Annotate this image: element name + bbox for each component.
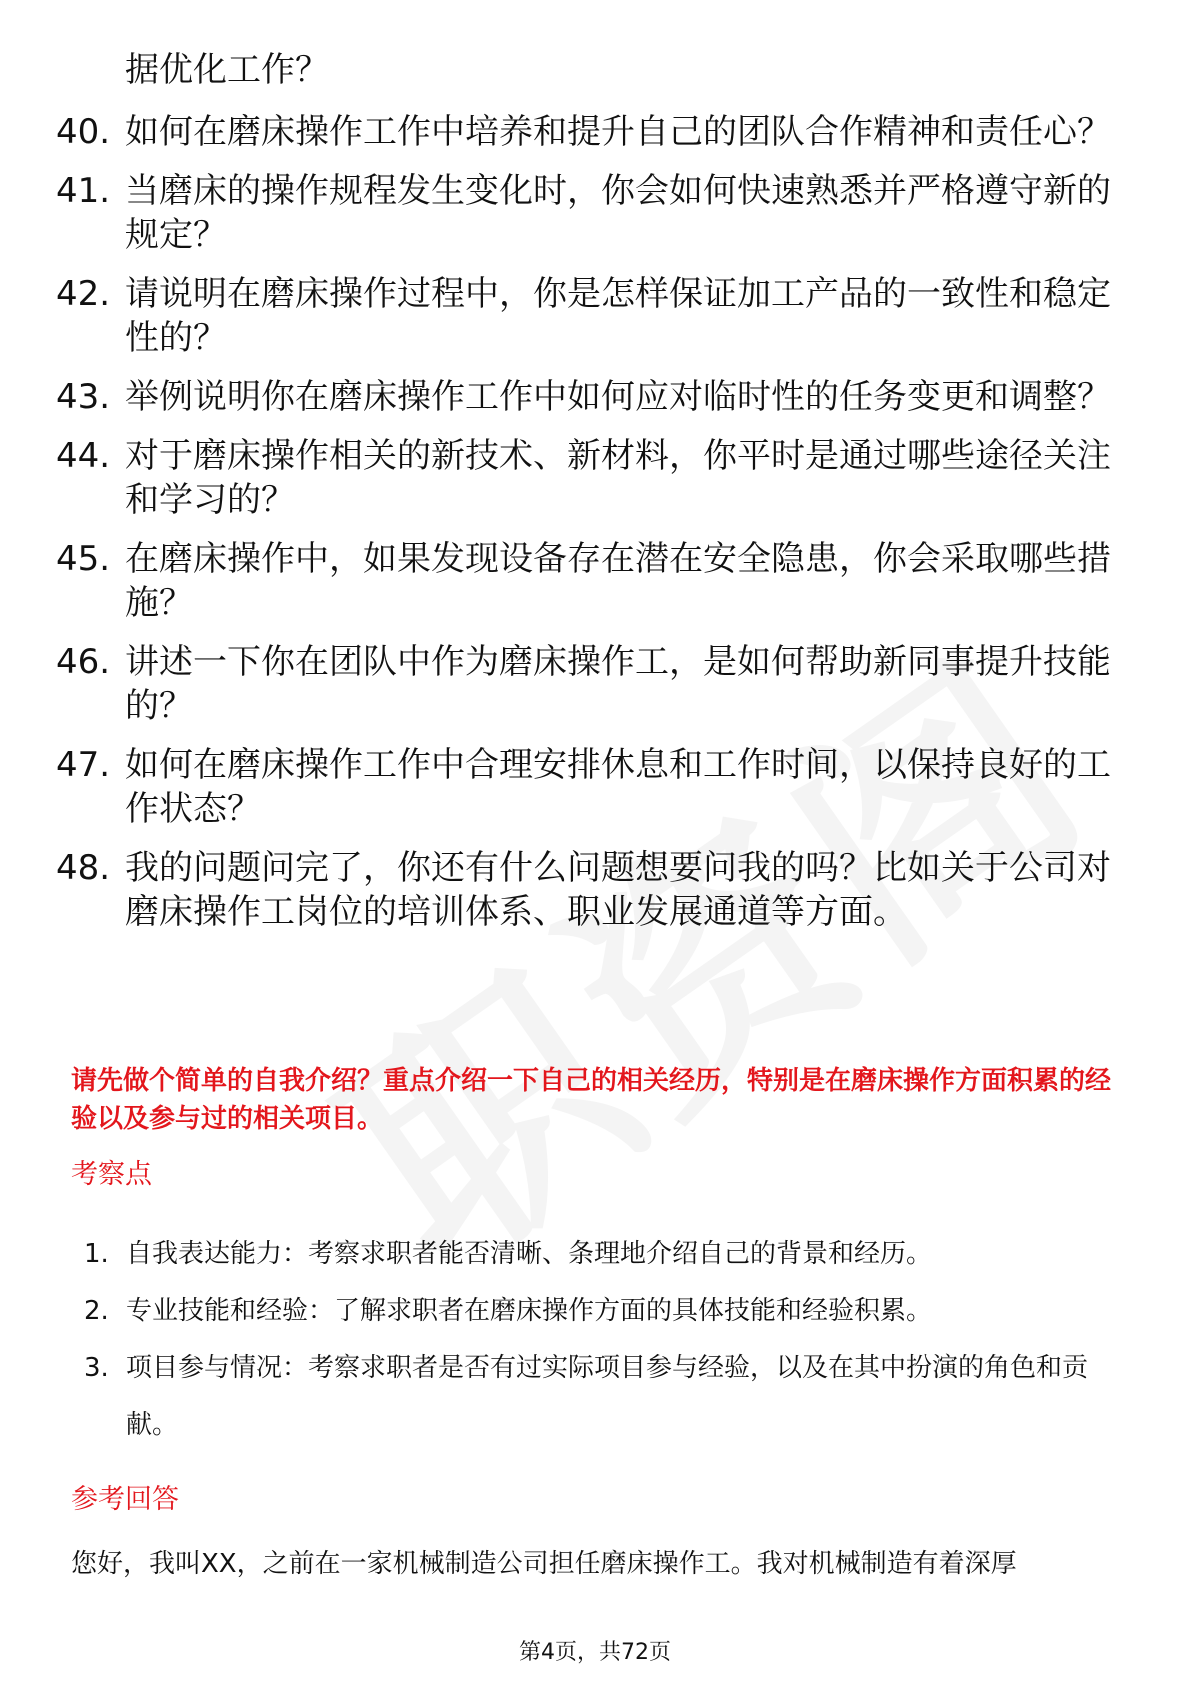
question-item [56, 169, 1116, 257]
question-item [56, 375, 1116, 419]
question-number: 44. [56, 436, 111, 476]
reference-answer-text: 您好，我叫XX，之前在一家机械制造公司担任磨床操作工。我对机械制造有着深厚 [71, 1549, 1017, 1579]
question-text: 讲述一下你在团队中作为磨床操作工，是如何帮助新同事提升技能的？ [125, 642, 1111, 726]
question-text: 如何在磨床操作工作中培养和提升自己的团队合作精神和责任心？ [125, 112, 1111, 152]
page-footer: 第4页，共72页 [519, 1640, 671, 1665]
question-item [56, 110, 1116, 154]
question-item [56, 272, 1116, 360]
question-number: 40. [56, 112, 111, 152]
question-number: 47. [56, 745, 111, 785]
question-text: 如何在磨床操作工作中合理安排休息和工作时间，以保持良好的工作状态？ [125, 745, 1111, 829]
assessment-point [84, 1340, 1124, 1454]
question-text: 在磨床操作中，如果发现设备存在潜在安全隐患，你会采取哪些措施？ [125, 539, 1111, 623]
point-text: 自我表达能力：考察求职者能否清晰、条理地介绍自己的背景和经历。 [126, 1239, 933, 1269]
assessment-point [84, 1283, 1124, 1340]
question-number: 41. [56, 171, 111, 211]
point-text: 专业技能和经验：了解求职者在磨床操作方面的具体技能和经验积累。 [126, 1296, 933, 1326]
question-number: 42. [56, 274, 111, 314]
question-list [56, 110, 1116, 949]
assessment-points-list [84, 1226, 1124, 1454]
question-number: 48. [56, 848, 111, 888]
question-number: 45. [56, 539, 111, 579]
point-number: 2. [84, 1296, 109, 1326]
assessment-points-heading: 考察点 [71, 1159, 152, 1190]
question-item [56, 640, 1116, 728]
question-text: 当磨床的操作规程发生变化时，你会如何快速熟悉并严格遵守新的规定？ [125, 171, 1111, 255]
question-text: 对于磨床操作相关的新技术、新材料，你平时是通过哪些途径关注和学习的？ [125, 436, 1111, 520]
point-number: 3. [84, 1353, 109, 1383]
question-item [56, 537, 1116, 625]
featured-question: 请先做个简单的自我介绍？重点介绍一下自己的相关经历，特别是在磨床操作方面积累的经验以及参与过的相关项目。 [71, 1066, 1112, 1134]
question-number: 46. [56, 642, 111, 682]
point-text: 项目参与情况：考察求职者是否有过实际项目参与经验，以及在其中扮演的角色和贡献。 [126, 1353, 1089, 1440]
reference-answer-heading: 参考回答 [71, 1484, 179, 1515]
question-text: 请说明在磨床操作过程中，你是怎样保证加工产品的一致性和稳定性的？ [125, 274, 1111, 358]
question-number: 43. [56, 377, 111, 417]
question-continuation: 据优化工作？ [125, 50, 329, 90]
question-item [56, 434, 1116, 522]
question-item [56, 743, 1116, 831]
question-text: 举例说明你在磨床操作工作中如何应对临时性的任务变更和调整？ [125, 377, 1111, 417]
question-item [56, 846, 1116, 934]
point-number: 1. [84, 1239, 109, 1269]
assessment-point [84, 1226, 1124, 1283]
question-text: 我的问题问完了，你还有什么问题想要问我的吗？比如关于公司对磨床操作工岗位的培训体系、职业发展通道等方面。 [125, 848, 1111, 932]
